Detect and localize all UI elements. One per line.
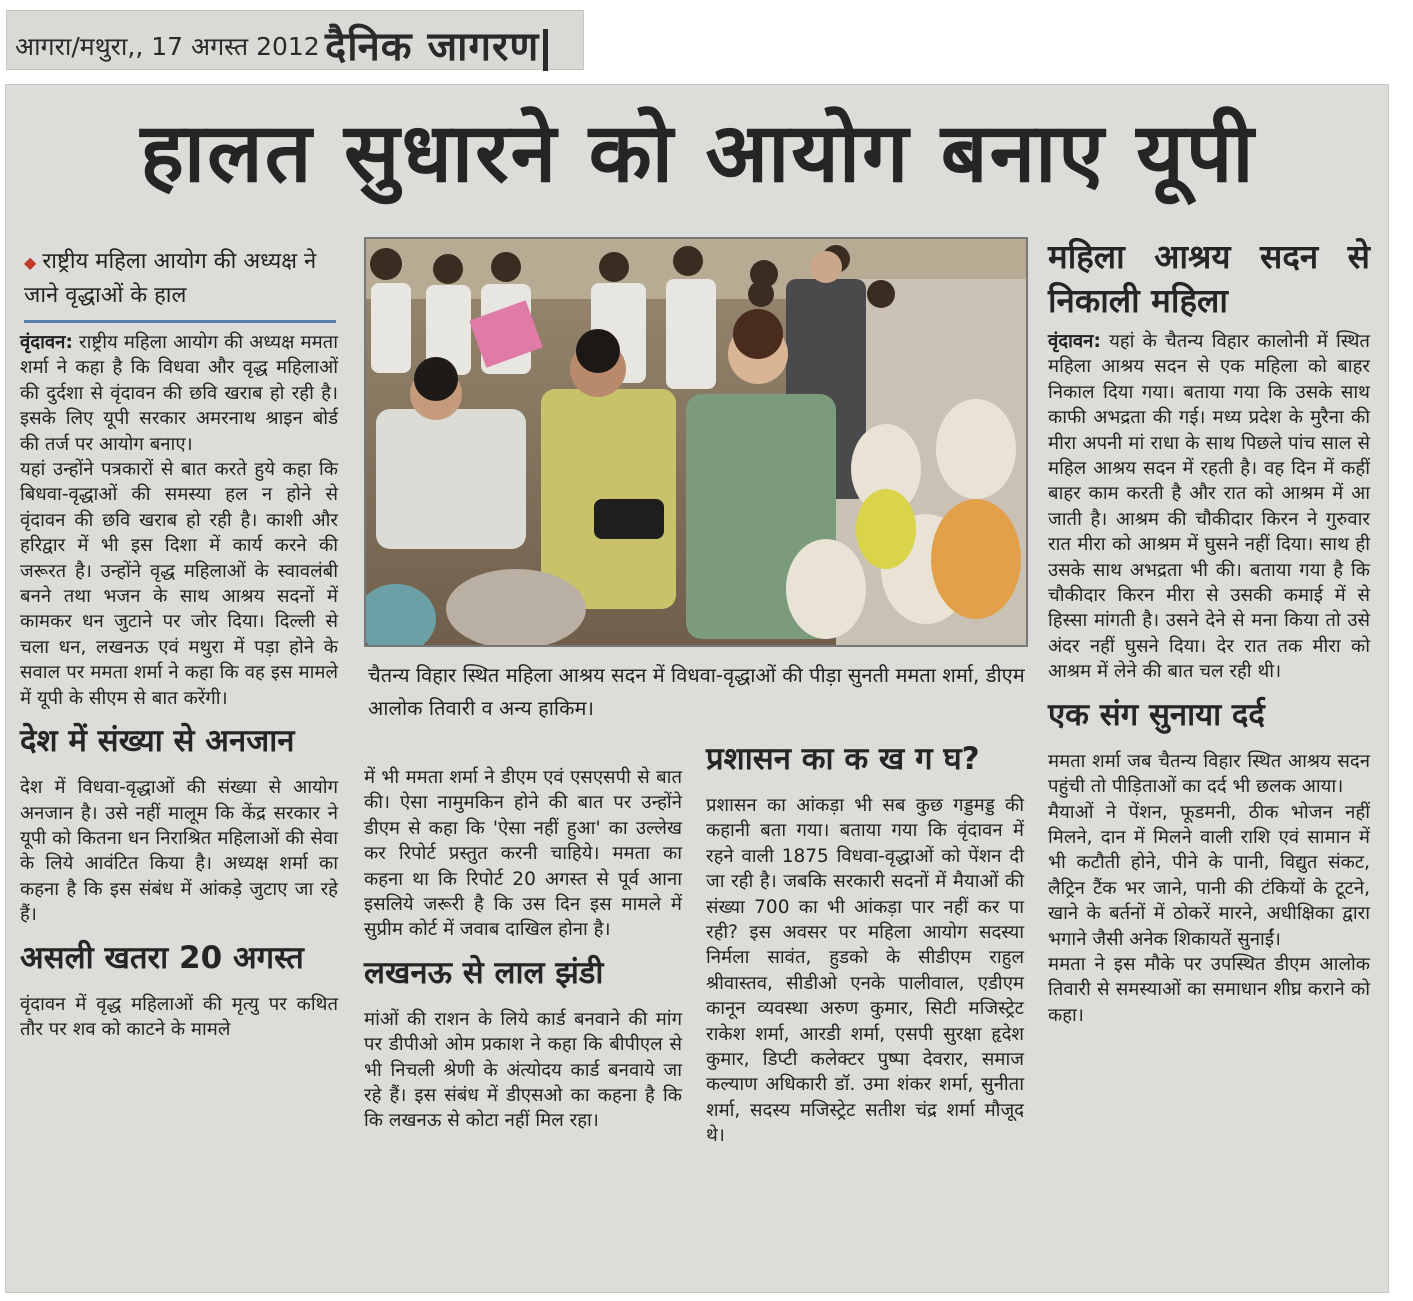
- photo-caption: चैतन्य विहार स्थित महिला आश्रय सदन में विधवा-वृद्धाओं की पीड़ा सुनती ममता शर्मा, डीएम आलोक तिवारी व अन्य हाकिम।: [368, 663, 1025, 720]
- dateline-lead: वृंदावन:: [20, 332, 73, 353]
- side-story-headline: महिला आश्रय सदन से निकाली महिला: [1048, 237, 1370, 320]
- column-4: [1048, 235, 1370, 1028]
- column-1: [20, 330, 338, 1042]
- newspaper-clipping: [5, 84, 1389, 1293]
- subheading-dard: एक संग सुनाया दर्द: [1048, 696, 1265, 733]
- col1-paragraph-3: देश में विधवा-वृद्धाओं की संख्या से आयोग अनजान है। उसे नहीं मालूम कि केंद्र सरकार ने यूपी को कितना धन निराश्रित महिलाओं की सेवा के लिये आवंटित किया है। अध्यक्ष शर्मा का कहना है कि इस संबंध में आंकड़े जुटाए जा रहे हैं।: [20, 777, 338, 926]
- dateline: आगरा/मथुरा,, 17 अगस्त 2012: [15, 32, 320, 61]
- subheading-desh: देश में संख्या से अनजान: [20, 723, 295, 760]
- masthead: [6, 10, 584, 70]
- col4-p1-text: यहां के चैतन्य विहार कालोनी में स्थित महिला आश्रय सदन से एक महिला को बाहर निकाल दिया गया। बताया गया कि उसके साथ काफी अभद्रता की गई। मध्य प्रदेश के मुरैना की मीरा अपनी मां राधा के साथ पिछले पांच साल से महिल आश्रय सदन में रहती है। वह दिन में कहीं बाहर काम करती है और रात को आश्रम में आ जाती है। आश्रम की चौकीदार किरन ने गुरुवार रात मीरा को आश्रम में घुसने नहीं दिया। साथ ही उसके साथ अभद्रता भी की। बताया गया है कि चौकीदार किरन मीरा से उसकी कमाई में से हिस्सा मांगती है। उसने देने से मना किया तो उसे अंदर नहीं घुसने दिया। देर रात तक मीरा को आश्रम में लेने की बात चल रही थी।: [1048, 331, 1370, 683]
- bullet-icon: ◆: [24, 253, 37, 272]
- newspaper-name: [325, 17, 548, 72]
- subheading-prashasan: प्रशासन का क ख ग घ?: [706, 741, 980, 777]
- col1-paragraph-4: वृंदावन में वृद्ध महिलाओं की मृत्यु पर कथित तौर पर शव को काटने के मामले: [20, 993, 338, 1040]
- col4-paragraph-1: [1048, 329, 1370, 685]
- col1-p1-text: राष्ट्रीय महिला आयोग की अध्यक्ष ममता शर्मा ने कहा है कि विधवा और वृद्ध महिलाओं की दुर्दशा से वृंदावन की छवि खराब हो रही है। इसके लिए यूपी सरकार अमरनाथ श्राइन बोर्ड की तर्ज पर आयोग बनाए।: [20, 332, 338, 455]
- col2-paragraph-2: मांओं की राशन के लिये कार्ड बनवाने की मांग पर डीपीओ ओम प्रकाश ने कहा कि बीपीएल से भी निचली श्रेणी के अंत्योदय कार्ड बनवाये जा रहे हैं। इस संबंध में डीएसओ का कहना है कि कि लखनऊ से कोटा नहीं मिल रहा।: [364, 1008, 682, 1132]
- column-3: [706, 729, 1024, 1149]
- col1-paragraph-1: [20, 330, 338, 457]
- deck-text: राष्ट्रीय महिला आयोग की अध्यक्ष ने जाने वृद्धाओं के हाल: [24, 249, 317, 308]
- masthead-bar: [543, 29, 548, 71]
- subheading-lucknow: लखनऊ से लाल झंडी: [364, 954, 604, 991]
- col1-paragraph-2: यहां उन्होंने पत्रकारों से बात करते हुये कहा कि बिधवा-वृद्धाओं की समस्या हल न होने से वृंदावन की छवि खराब हो रही है। काशी और हरिद्वार में भी इस दिशा में कार्य करने की जरूरत है। उन्होंने वृद्ध महिलाओं के स्वावलंबी बनने तथा भजन के साथ आश्रय सदनों में कामकर धन जुटाने पर जोर दिया। दिल्ली से चला धन, लखनऊ एवं मथुरा में पड़ा होने के सवाल पर ममता शर्मा ने कहा कि वह इस मामले में यूपी के सीएम से बात करेंगी।: [20, 459, 338, 709]
- deck: [24, 245, 336, 323]
- col3-paragraph-1: प्रशासन का आंकड़ा भी सब कुछ गड्डमड्ड की कहानी बता गया। बताया गया कि वृंदावन में रहने वाली 1875 विधवा-वृद्धाओं को पेंशन दी जा रही है। जबकि सरकारी सदनों में मैयाओं की संख्या 700 का भी आंकड़ा पार नहीं कर पा रही? इस अवसर पर महिला आयोग सदस्या निर्मला सावंत, हुडको के सीडीएम राहुल श्रीवास्तव, सीडीओ एनके पालीवाल, एडीएम कानून व्यवस्था अरुण कुमार, सिटी मजिस्ट्रेट राकेश शर्मा, आरडी शर्मा, एसपी सुरक्षा हृदेश कुमार, डिप्टी कलेक्टर पुष्पा देवरार, समाज कल्याण अधिकारी डॉ. उमा शंकर शर्मा, सुनीता शर्मा, सदस्य मजिस्ट्रेट सतीश चंद्र शर्मा मौजूद थे।: [706, 795, 1024, 1147]
- side-dateline-lead: वृंदावन:: [1048, 331, 1101, 352]
- col4-paragraph-4: ममता ने इस मौके पर उपस्थित डीएम आलोक तिवारी से समस्याओं का समाधान शीघ्र कराने को कहा।: [1048, 953, 1370, 1026]
- news-photo: [364, 237, 1028, 647]
- col4-paragraph-3: मैयाओं ने पेंशन, फूडमनी, ठीक भोजन नहीं मिलने, दान में मिलने वाली राशि एवं सामान में भी कटौती होने, पीने के पानी, विद्युत संकट, लैट्रिन टैंक भर जाने, पानी की टंकियों के टूटने, खाने के बर्तनों में ठोकरें मारने, अधीक्षिका द्वारा भगाने जैसी अनेक शिकायतें सुनाईं।: [1048, 801, 1370, 950]
- newspaper-name-text: दैनिक जागरण: [325, 23, 540, 70]
- column-2: [364, 765, 682, 1134]
- headline: हालत सुधारने को आयोग बनाए यूपी: [140, 106, 1256, 201]
- photo-illustration: [366, 239, 1026, 645]
- col2-paragraph-1: में भी ममता शर्मा ने डीएम एवं एसएसपी से बात की। ऐसा नामुमकिन होने की बात पर उन्होंने डीएम से कहा कि 'ऐसा नहीं हुआ' का उल्लेख कर रिपोर्ट प्रस्तुत करनी चाहिये। ममता का कहना था कि रिपोर्ट 20 अगस्त से पूर्व आना इसलिये जरूरी है कि उस दिन इस मामले में सुप्रीम कोर्ट में जवाब दाखिल होना है।: [364, 767, 682, 941]
- col4-paragraph-2: ममता शर्मा जब चैतन्य विहार स्थित आश्रय सदन पहुंची तो पीड़िताओं का दर्द भी छलक आया।: [1048, 750, 1370, 798]
- subheading-khatra: असली खतरा 20 अगस्त: [20, 939, 304, 976]
